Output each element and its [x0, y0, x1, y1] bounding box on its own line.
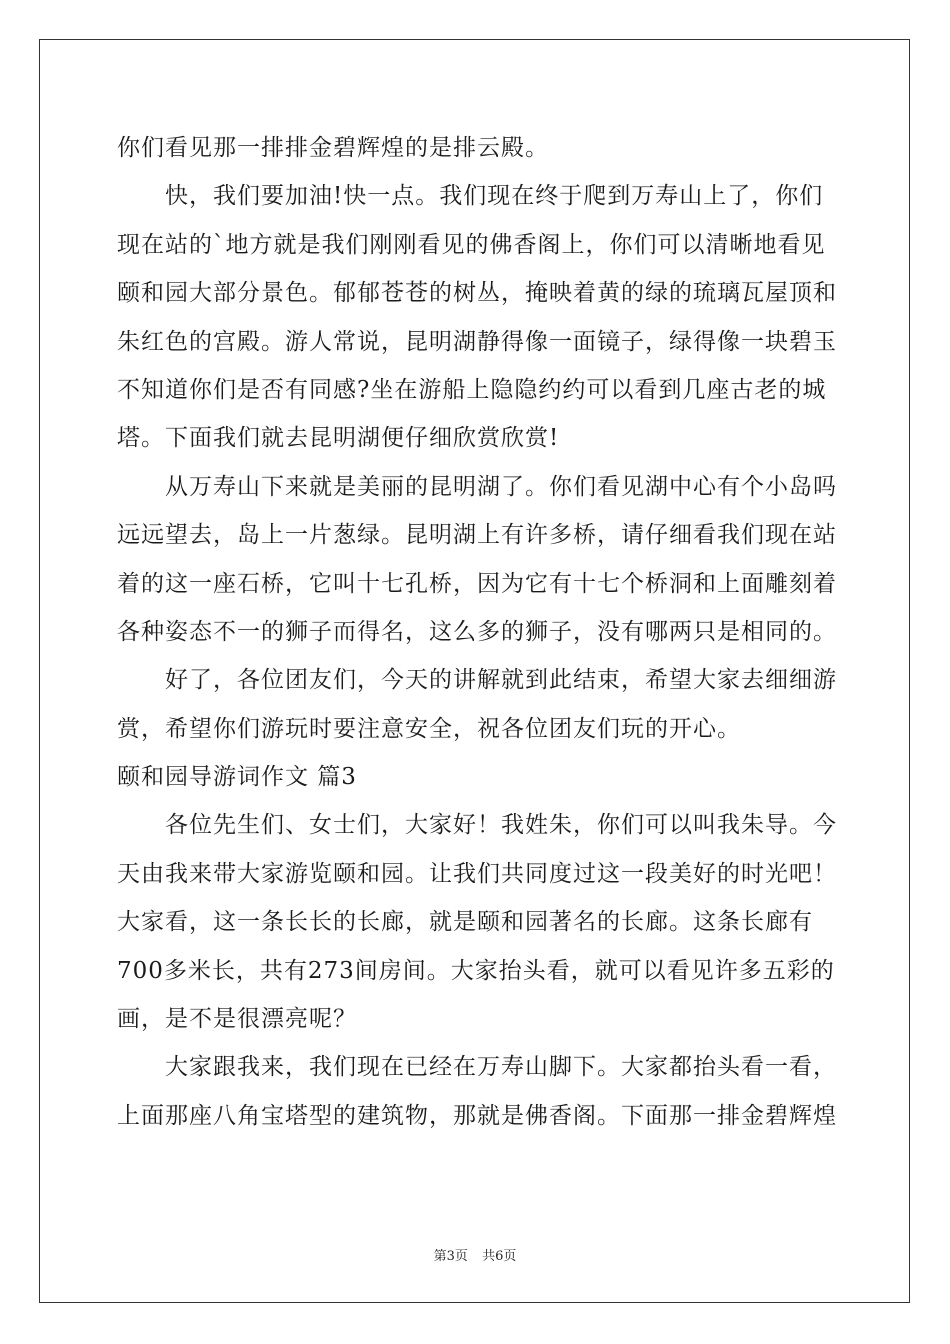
text-line: 上面那座八角宝塔型的建筑物，那就是佛香阁。下面那一排金碧辉煌: [117, 1102, 837, 1129]
text-line: 远远望去，岛上一片葱绿。昆明湖上有许多桥，请仔细看我们现在站: [117, 522, 837, 549]
text-line: 你们看见那一排排金碧辉煌的是排云殿。: [117, 135, 549, 161]
page-footer: [0, 1245, 950, 1264]
text-line: 快，我们要加油!快一点。我们现在终于爬到万寿山上了，你们: [165, 183, 824, 210]
text-line: 大家跟我来，我们现在已经在万寿山脚下。大家都抬头看一看，: [165, 1054, 837, 1081]
document-body: [117, 124, 837, 1140]
text-line: 现在站的`地方就是我们刚刚看见的佛香阁上，你们可以清晰地看见: [117, 231, 826, 258]
text-line: 画，是不是很漂亮呢？: [117, 1006, 357, 1033]
text-line: 各种姿态不一的狮子而得名，这么多的狮子，没有哪两只是相同的。: [117, 618, 837, 645]
page-number: 第3页: [433, 1249, 468, 1264]
text-line: 700多米长，共有273间房间。大家抬头看，就可以看见许多五彩的: [117, 957, 835, 984]
section-heading: 颐和园导游词作文 篇3: [117, 764, 357, 791]
text-line: 不知道你们是否有同感?坐在游船上隐隐约约可以看到几座古老的城: [117, 376, 827, 403]
text-line: 好了，各位团友们，今天的讲解就到此结束，希望大家去细细游: [165, 667, 837, 694]
text-line: 各位先生们、女士们，大家好！我姓朱，你们可以叫我朱导。今: [165, 812, 837, 839]
text-line: 着的这一座石桥，它叫十七孔桥，因为它有十七个桥洞和上面雕刻着: [117, 570, 837, 597]
text-line: 大家看，这一条长长的长廊，就是颐和园著名的长廊。这条长廊有: [117, 909, 813, 936]
text-line: 从万寿山下来就是美丽的昆明湖了。你们看见湖中心有个小岛吗: [165, 473, 837, 500]
text-line: 塔。下面我们就去昆明湖便仔细欣赏欣赏!: [117, 425, 560, 452]
text-line: 天由我来带大家游览颐和园。让我们共同度过这一段美好的时光吧！: [117, 860, 837, 887]
text-line: 颐和园大部分景色。郁郁苍苍的树丛，掩映着黄的绿的琉璃瓦屋顶和: [117, 280, 837, 307]
text-line: 朱红色的宫殿。游人常说，昆明湖静得像一面镜子，绿得像一块碧玉: [117, 328, 837, 355]
page-total: 共6页: [482, 1249, 517, 1264]
text-line: 赏，希望你们游玩时要注意安全，祝各位团友们玩的开心。: [117, 715, 741, 742]
